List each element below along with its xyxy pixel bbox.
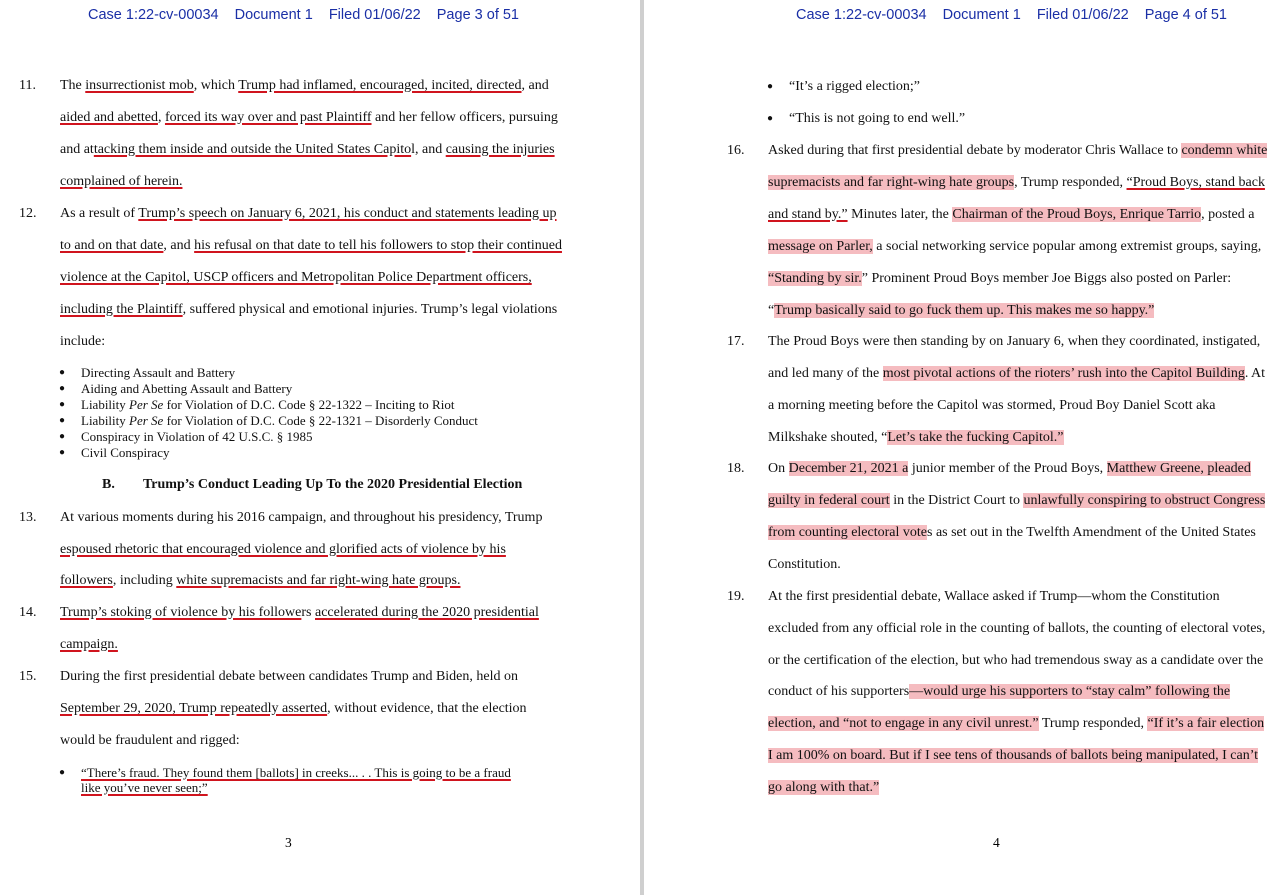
filed-date: Filed 01/06/22 [328, 7, 421, 23]
page-number: 4 [993, 835, 1000, 850]
para-line: supremacists and far right-wing hate groups, Trump responded, “Proud Boys, stand back [768, 175, 1265, 190]
right-page [644, 0, 1280, 895]
para-line: Milkshake shouted, “Let’s take the fucking Capitol.” [768, 430, 1064, 445]
para-number: 19. [727, 589, 745, 604]
para-line: The insurrectionist mob, which Trump had inflamed, encouraged, incited, directed, and [60, 78, 549, 93]
list-item: ● Aiding and Abetting Assault and Battery [81, 381, 292, 397]
para-number: 12. [19, 206, 37, 221]
para-line: “Trump basically said to go fuck them up. This makes me so happy.” [768, 303, 1155, 318]
para-line: include: [60, 334, 106, 349]
para-line: like you’ve never seen;” [81, 780, 208, 795]
para-line: espoused rhetoric that encouraged violence and glorified acts of violence by his [60, 542, 506, 557]
para-line: including the Plaintiff, suffered physical and emotional injuries. Trump’s legal violations [60, 302, 558, 317]
list-item: ● Conspiracy in Violation of 42 U.S.C. § 1985 [81, 429, 313, 445]
para-line: aided and abetted, forced its way over and past Plaintiff and her fellow officers, pursuing [60, 110, 558, 125]
para-number: 11. [19, 78, 36, 93]
document-number: Document 1 [942, 7, 1021, 23]
page-header [88, 7, 531, 23]
para-line: violence at the Capitol, USCP officers and Metropolitan Police Department officers, [60, 270, 532, 285]
para-line: On December 21, 2021 a junior member of the Proud Boys, Matthew Greene, pleaded [768, 461, 1251, 476]
para-line: Constitution. [768, 557, 841, 572]
para-line: excluded from any official role in the counting of ballots, the counting of electoral votes, [768, 621, 1266, 636]
page-count: Page 3 of 51 [436, 7, 520, 23]
para-line: followers, including white supremacists and far right-wing hate groups. [60, 573, 461, 588]
para-line: or the certification of the election, but who had tremendous sway as a candidate over the [768, 653, 1264, 668]
para-line: message on Parler, a social networking service popular among extremist groups, saying, [768, 239, 1262, 254]
para-line: a morning meeting before the Capitol was stormed, Proud Boy Daniel Scott aka [768, 398, 1216, 413]
para-line: During the first presidential debate between candidates Trump and Biden, held on [60, 669, 519, 684]
para-line: Asked during that first presidential debate by moderator Chris Wallace to condemn white [768, 143, 1268, 158]
para-line: and attacking them inside and outside the United States Capitol, and causing the injuries [60, 142, 555, 157]
page-header [796, 7, 1239, 23]
document-number: Document 1 [234, 7, 313, 23]
page-number: 3 [285, 835, 292, 850]
para-line: “Standing by sir.” Prominent Proud Boys member Joe Biggs also posted on Parler: [768, 271, 1232, 286]
para-number: 18. [727, 461, 745, 476]
para-line: At various moments during his 2016 campaign, and throughout his presidency, Trump [60, 510, 543, 525]
para-line: and stand by.” Minutes later, the Chairman of the Proud Boys, Enrique Tarrio, posted a [768, 207, 1255, 222]
para-line: complained of herein. [60, 174, 183, 189]
para-number: 17. [727, 334, 745, 349]
case-number: Case 1:22-cv-00034 [796, 7, 927, 23]
list-item: ● Liability Per Se for Violation of D.C. Code § 22-1321 – Disorderly Conduct [81, 413, 478, 429]
para-number: 16. [727, 143, 745, 158]
para-line: At the first presidential debate, Wallace asked if Trump—whom the Constitution [768, 589, 1220, 604]
list-item: ● “There’s fraud. They found them [ballots] in creeks... . . This is going to be a fraud [81, 765, 511, 781]
para-line: guilty in federal court in the District Court to unlawfully conspiring to obstruct Congress [768, 493, 1266, 508]
para-line: As a result of Trump’s speech on January 6, 2021, his conduct and statements leading up [60, 206, 557, 221]
list-item: ● “This is not going to end well.” [789, 111, 965, 127]
para-line: would be fraudulent and rigged: [60, 733, 240, 748]
list-item: ● Liability Per Se for Violation of D.C. Code § 22-1322 – Inciting to Riot [81, 397, 454, 413]
para-line: election, and “not to engage in any civil unrest.” Trump responded, “If it’s a fair election [768, 716, 1265, 731]
section-heading: Trump’s Conduct Leading Up To the 2020 Presidential Election [143, 477, 523, 492]
para-number: 14. [19, 605, 37, 620]
filed-date: Filed 01/06/22 [1036, 7, 1129, 23]
list-item: ● “It’s a rigged election;” [789, 79, 920, 95]
section-letter: B. [102, 477, 115, 492]
para-line: September 29, 2020, Trump repeatedly asserted, without evidence, that the election [60, 701, 527, 716]
para-number: 13. [19, 510, 37, 525]
para-number: 15. [19, 669, 37, 684]
para-line: Trump’s stoking of violence by his followers accelerated during the 2020 presidential [60, 605, 539, 620]
list-item: ● Directing Assault and Battery [81, 365, 235, 381]
para-line: I am 100% on board. But if I see tens of thousands of ballots being manipulated, I can’t [768, 748, 1259, 763]
case-number: Case 1:22-cv-00034 [88, 7, 219, 23]
list-item: ● Civil Conspiracy [81, 445, 169, 461]
page-count: Page 4 of 51 [1144, 7, 1228, 23]
para-line: go along with that.” [768, 780, 880, 795]
para-line: The Proud Boys were then standing by on January 6, when they coordinated, instigated, [768, 334, 1261, 349]
para-line: and led many of the most pivotal actions of the rioters’ rush into the Capitol Building. At [768, 366, 1266, 381]
para-line: campaign. [60, 637, 118, 652]
para-line: to and on that date, and his refusal on that date to tell his followers to stop their continued [60, 238, 562, 253]
para-line: from counting electoral votes as set out in the Twelfth Amendment of the United States [768, 525, 1256, 540]
para-line: conduct of his supporters—would urge his supporters to “stay calm” following the [768, 684, 1231, 699]
